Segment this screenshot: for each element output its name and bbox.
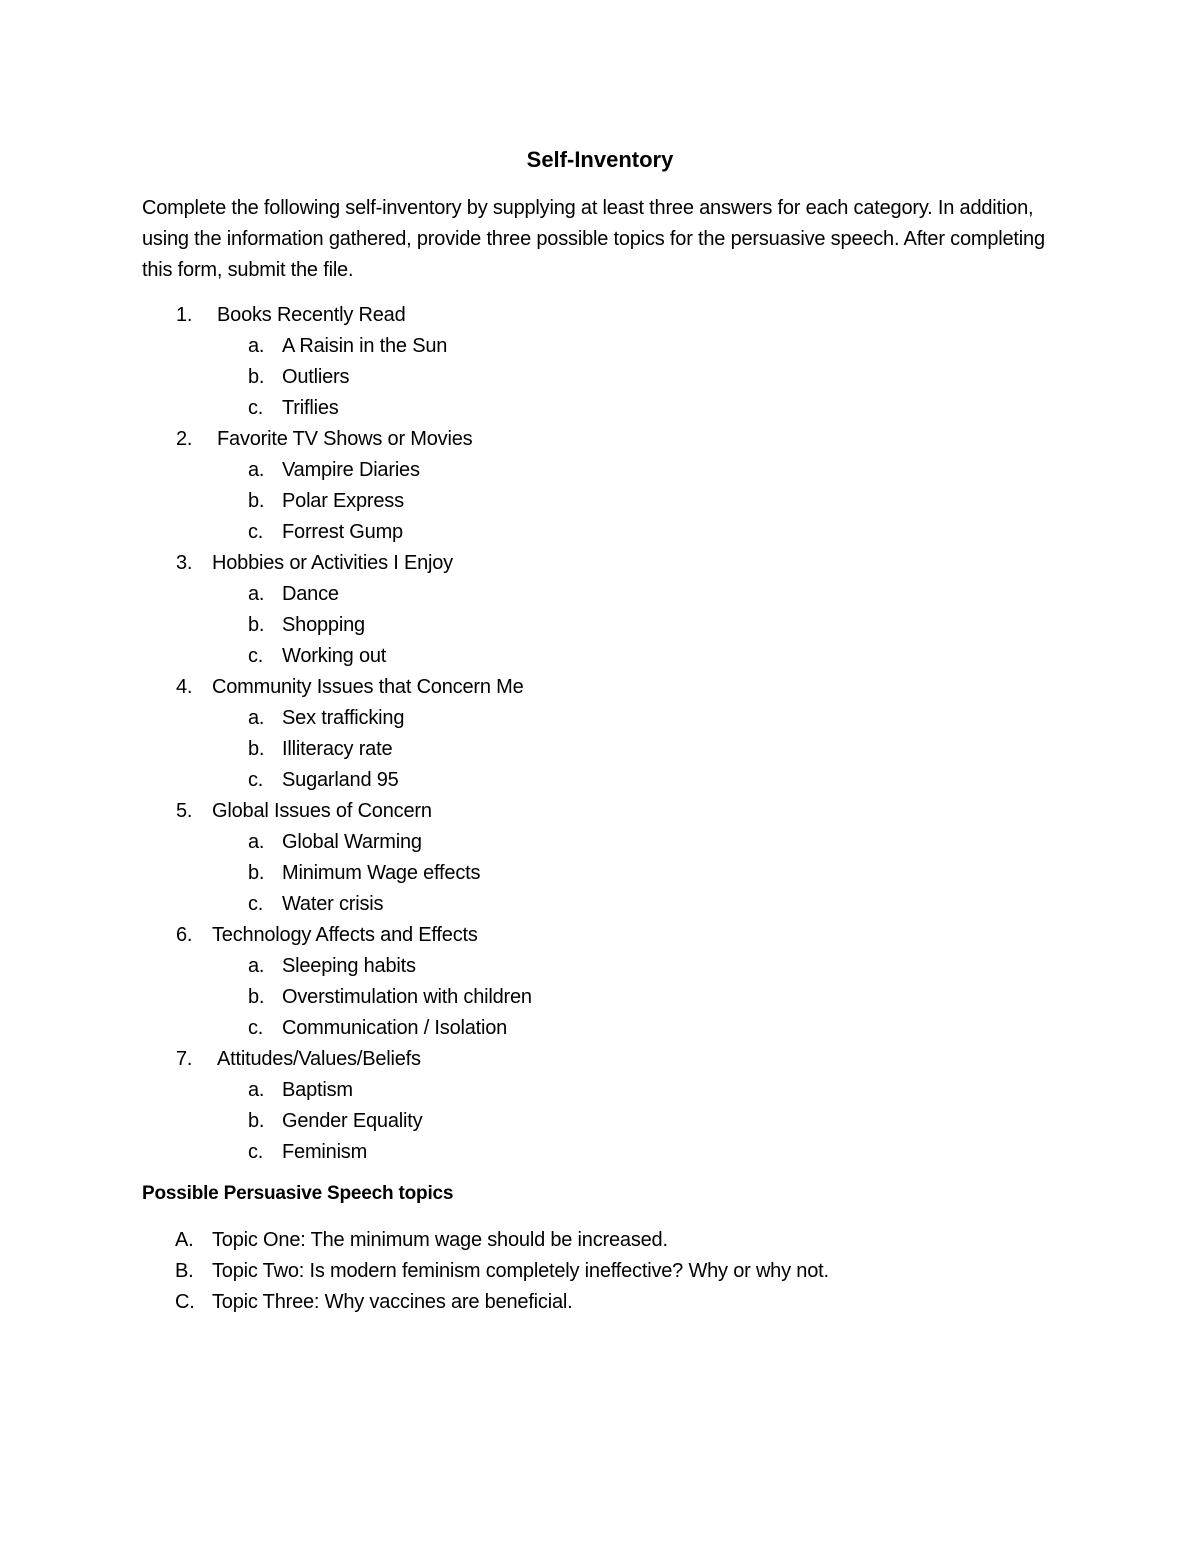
answer-text: Working out [282, 645, 387, 667]
answer-text: Vampire Diaries [282, 459, 420, 481]
answer-letter: a. [248, 707, 265, 729]
answer-text: Sugarland 95 [282, 769, 399, 791]
answer-row [0, 734, 1200, 765]
answer-text: Communication / Isolation [282, 1017, 508, 1039]
answer-text: Outliers [282, 366, 350, 388]
answer-row [0, 951, 1200, 982]
answer-row [0, 858, 1200, 889]
answer-row [0, 982, 1200, 1013]
topic-letter: B. [175, 1260, 194, 1282]
topic-letter: C. [175, 1291, 195, 1313]
answer-row [0, 641, 1200, 672]
topic-letter: A. [175, 1229, 194, 1251]
topic-row [0, 1256, 1200, 1287]
answer-letter: b. [248, 738, 265, 760]
answer-row [0, 362, 1200, 393]
answer-text: Sleeping habits [282, 955, 416, 977]
answer-letter: a. [248, 335, 265, 357]
category-row [0, 300, 1200, 331]
answer-text: Sex trafficking [282, 707, 405, 729]
answer-letter: b. [248, 1110, 265, 1132]
answer-letter: a. [248, 831, 265, 853]
category-label: Global Issues of Concern [212, 800, 432, 822]
answer-letter: c. [248, 521, 264, 543]
category-number: 7. [176, 1048, 193, 1070]
answer-text: Minimum Wage effects [282, 862, 481, 884]
answer-letter: a. [248, 1079, 265, 1101]
category-row [0, 424, 1200, 455]
category-label: Hobbies or Activities I Enjoy [212, 552, 453, 574]
answer-text: Feminism [282, 1141, 368, 1163]
answer-row [0, 1013, 1200, 1044]
answer-row [0, 393, 1200, 424]
answer-text: Forrest Gump [282, 521, 403, 543]
answer-letter: a. [248, 459, 265, 481]
answer-row [0, 1075, 1200, 1106]
answer-letter: b. [248, 986, 265, 1008]
category-row [0, 1044, 1200, 1075]
topic-text: Topic One: The minimum wage should be increased. [212, 1229, 668, 1251]
category-label: Favorite TV Shows or Movies [217, 428, 473, 450]
answer-row [0, 765, 1200, 796]
category-label: Technology Affects and Effects [212, 924, 478, 946]
answer-text: Water crisis [282, 893, 384, 915]
category-number: 4. [176, 676, 193, 698]
answer-row [0, 517, 1200, 548]
answer-letter: c. [248, 397, 264, 419]
topic-row [0, 1287, 1200, 1318]
category-number: 5. [176, 800, 193, 822]
category-number: 1. [176, 304, 193, 326]
answer-row [0, 455, 1200, 486]
answer-letter: b. [248, 490, 265, 512]
topics-list [0, 1225, 1200, 1318]
document-title: Self-Inventory [526, 147, 674, 172]
answer-text: Global Warming [282, 831, 422, 853]
answer-text: Baptism [282, 1079, 353, 1101]
category-row [0, 796, 1200, 827]
answer-text: Shopping [282, 614, 365, 636]
category-row [0, 920, 1200, 951]
answer-letter: c. [248, 1017, 264, 1039]
category-label: Community Issues that Concern Me [212, 676, 524, 698]
answer-row [0, 331, 1200, 362]
answer-letter: a. [248, 955, 265, 977]
answer-text: Illiteracy rate [282, 738, 393, 760]
category-row [0, 672, 1200, 703]
category-number: 3. [176, 552, 193, 574]
answer-letter: c. [248, 769, 264, 791]
category-label: Attitudes/Values/Beliefs [217, 1048, 421, 1070]
intro-paragraph: Complete the following self-inventory by supplying at least three answers for each category. In addition, using the information gathered, provide three possible topics for the persuasive speech. After completing this form, submit the file. [142, 197, 1045, 281]
answer-row [0, 579, 1200, 610]
topic-row [0, 1225, 1200, 1256]
answer-text: Overstimulation with children [282, 986, 532, 1008]
answer-row [0, 889, 1200, 920]
inventory-list [0, 300, 1200, 1168]
answer-letter: b. [248, 614, 265, 636]
answer-row [0, 1137, 1200, 1168]
answer-text: A Raisin in the Sun [282, 335, 448, 357]
answer-letter: c. [248, 893, 264, 915]
topic-text: Topic Three: Why vaccines are beneficial. [212, 1291, 573, 1313]
answer-letter: b. [248, 366, 265, 388]
answer-letter: c. [248, 1141, 264, 1163]
answer-row [0, 1106, 1200, 1137]
answer-row [0, 827, 1200, 858]
answer-text: Dance [282, 583, 339, 605]
answer-row [0, 610, 1200, 641]
answer-row [0, 703, 1200, 734]
category-row [0, 548, 1200, 579]
category-number: 2. [176, 428, 193, 450]
answer-text: Gender Equality [282, 1110, 423, 1132]
topics-heading: Possible Persuasive Speech topics [142, 1183, 454, 1204]
answer-letter: b. [248, 862, 265, 884]
category-label: Books Recently Read [217, 304, 406, 326]
category-number: 6. [176, 924, 193, 946]
answer-letter: a. [248, 583, 265, 605]
answer-letter: c. [248, 645, 264, 667]
topic-text: Topic Two: Is modern feminism completely ineffective? Why or why not. [212, 1260, 829, 1282]
answer-text: Polar Express [282, 490, 404, 512]
answer-row [0, 486, 1200, 517]
answer-text: Triflies [282, 397, 339, 419]
